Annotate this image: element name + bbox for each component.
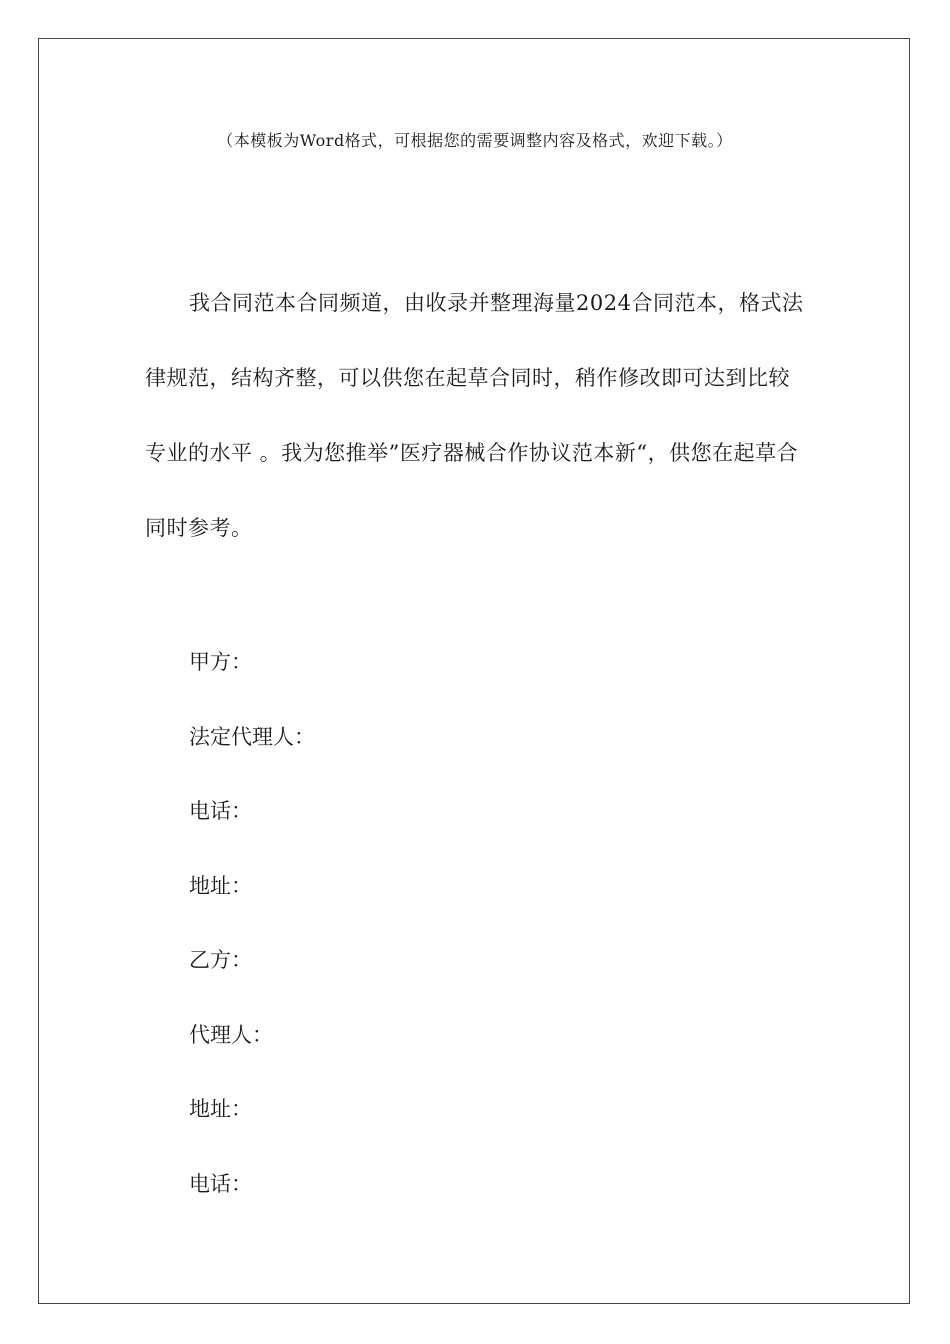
party-fields — [189, 640, 315, 1236]
page-frame — [38, 38, 910, 1304]
field-address-b: 地址： — [189, 1097, 252, 1121]
field-address-a: 地址： — [189, 873, 252, 898]
field-phone-b: 电话： — [189, 1171, 252, 1196]
field-legal-representative: 法定代理人： — [189, 724, 315, 749]
field-party-b: 乙方： — [189, 948, 252, 972]
field-agent: 代理人： — [189, 1022, 273, 1047]
field-phone-a: 电话： — [189, 799, 252, 823]
intro-paragraph: 我合同范本合同频道，由收录并整理海量2024合同范本，格式法律规范，结构齐整，可以供您在起草合同时，稍作修改即可达到比较专业的水平 。我为您推举”医疗器械合作协议范本新“，供您在起草合同时参考。 — [145, 291, 804, 540]
field-party-a: 甲方： — [189, 650, 252, 674]
template-note: （本模板为Word格式，可根据您的需要调整内容及格式，欢迎下载。） — [217, 131, 733, 150]
